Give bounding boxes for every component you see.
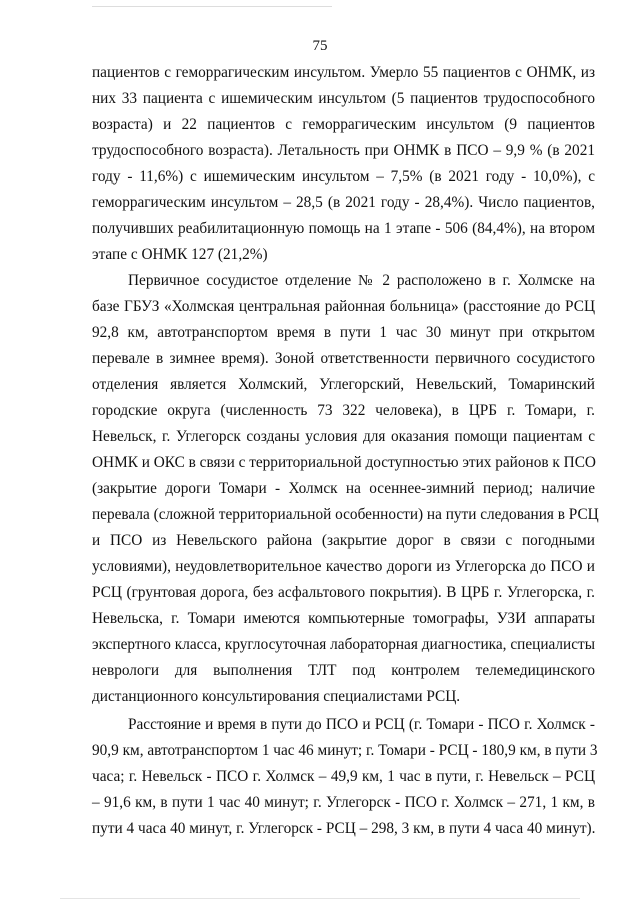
text-line: неврологи для выполнения ТЛТ под контролем телемедицинского: [92, 662, 595, 679]
text-line: Невельск, г. Углегорск созданы условия для оказания помощи пациентам с: [92, 428, 595, 445]
text-line: Первичное сосудистое отделение № 2 расположено в г. Холмске на: [128, 272, 595, 289]
text-line: – 91,6 км, в пути 1 час 40 минут; г. Углегорск - ПСО г. Холмск – 271, 1 км, в: [92, 794, 595, 811]
text-line: городские округа (численность 73 322 человека), в ЦРБ г. Томари, г.: [92, 402, 595, 419]
text-line: ОНМК и ОКС в связи с территориальной доступностью этих районов к ПСО: [92, 454, 596, 471]
text-line: 92,8 км, автотранспортом время в пути 1 час 30 минут при открытом: [92, 324, 595, 341]
text-line: экспертного класса, круглосуточная лабораторная диагностика, специалисты: [92, 636, 595, 653]
text-line: получивших реабилитационную помощь на 1 этапе - 506 (84,4%), на втором: [92, 220, 595, 237]
text-line: пути 4 часа 40 минут, г. Углегорск - РСЦ – 298, 3 км, в пути 4 часа 40 минут).: [92, 820, 596, 837]
page-number: 75: [312, 38, 328, 54]
text-line: и ПСО из Невельского района (закрытие дорог в связи с погодными: [92, 532, 595, 549]
text-line: геморрагическим инсультом – 28,5 (в 2021 году - 28,4%). Число пациентов,: [92, 194, 595, 211]
scan-edge-top: [92, 6, 332, 7]
paragraph-1: [92, 60, 595, 268]
scan-edge-bottom: [60, 898, 580, 899]
text-line: (закрытие дороги Томари - Холмск на осеннее-зимний период; наличие: [92, 480, 595, 497]
text-line: перевале в зимнее время). Зоной ответственности первичного сосудистого: [92, 350, 595, 367]
text-line: Невельска, г. Томари имеются компьютерные томографы, УЗИ аппараты: [92, 610, 595, 627]
text-line: РСЦ (грунтовая дорога, без асфальтового покрытия). В ЦРБ г. Углегорска, г.: [92, 584, 595, 601]
text-line: трудоспособного возраста). Летальность при ОНМК в ПСО – 9,9 % (в 2021: [92, 142, 595, 159]
text-line: году - 11,6%) с ишемическим инсультом – 7,5% (в 2021 году - 10,0%), с: [92, 168, 595, 185]
text-line: пациентов с геморрагическим инсультом. Умерло 55 пациентов с ОНМК, из: [92, 64, 595, 81]
text-line: перевала (сложной территориальной особенности) на пути следования в РСЦ: [92, 506, 599, 523]
text-line: возраста) и 22 пациентов с геморрагическим инсультом (9 пациентов: [92, 116, 595, 133]
text-line: часа; г. Невельск - ПСО г. Холмск – 49,9 км, 1 час в пути, г. Невельск – РСЦ: [92, 768, 595, 785]
text-line: 90,9 км, автотранспортом 1 час 46 минут; г. Томари - РСЦ - 180,9 км, в пути 3: [92, 742, 598, 759]
paragraph-3: [92, 712, 598, 842]
text-line: дистанционного консультирования специалистами РСЦ.: [92, 688, 461, 705]
text-line: базе ГБУЗ «Холмская центральная районная больница» (расстояние до РСЦ: [92, 298, 595, 315]
text-line: условиями), неудовлетворительное качество дороги из Углегорска до ПСО и: [92, 558, 595, 575]
text-line: них 33 пациента с ишемическим инсультом (5 пациентов трудоспособного: [92, 90, 595, 107]
paragraph-2: [92, 268, 599, 710]
text-line: отделения является Холмский, Углегорский, Невельский, Томаринский: [92, 376, 595, 393]
text-line: Расстояние и время в пути до ПСО и РСЦ (г. Томари - ПСО г. Холмск -: [128, 716, 595, 733]
text-line: этапе с ОНМК 127 (21,2%): [92, 246, 268, 263]
